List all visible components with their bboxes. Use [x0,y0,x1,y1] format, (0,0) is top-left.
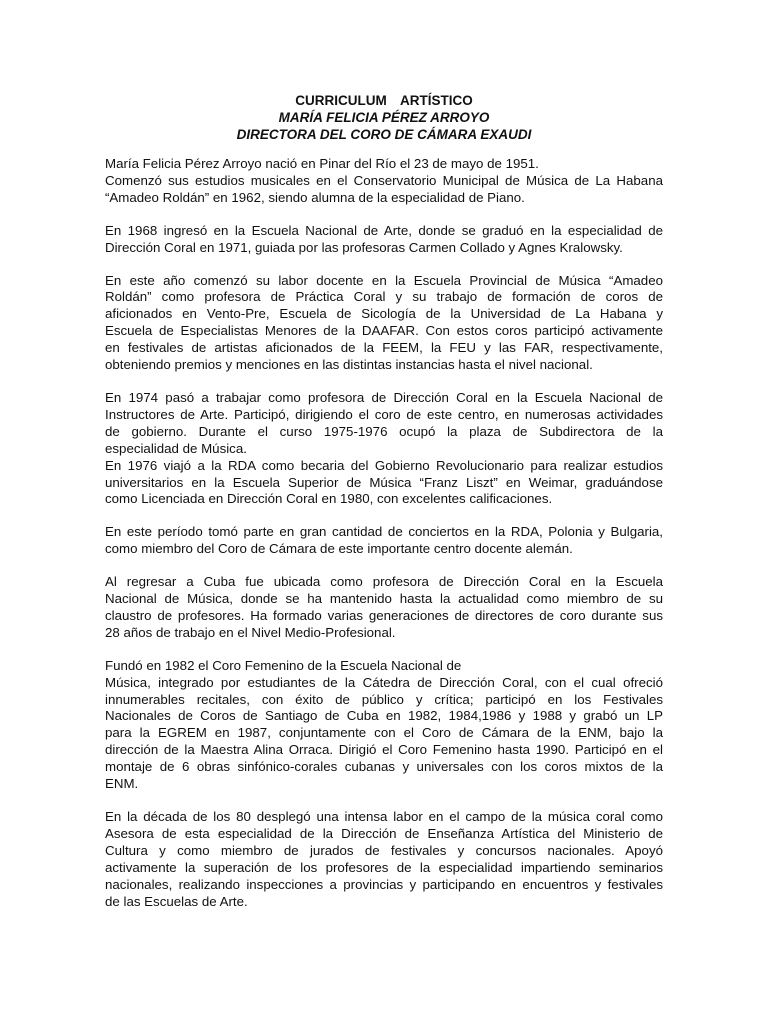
paragraph-line: de gobierno. Durante el curso 1975-1976 ocupó la plaza de Subdirectora de la [105,423,663,439]
paragraph-line: Instructores de Arte. Participó, dirigiendo el coro de este centro, en numerosas actividades [105,406,663,422]
paragraph-coro-femenino [105,658,663,793]
paragraph-line: ENM. [105,776,139,792]
person-name: MARÍA FELICIA PÉREZ ARROYO [278,110,490,125]
paragraph-line: como miembro del Coro de Cámara de este importante centro docente alemán. [105,541,573,557]
paragraph-birth [105,156,663,207]
paragraph-teaching [105,273,663,374]
paragraph-1980s [105,809,663,910]
paragraph-1974-1976 [105,390,663,508]
paragraph-line: 28 años de trabajo en el Nivel Medio-Profesional. [105,624,396,640]
paragraph-line: Roldán” como profesora de Práctica Coral y su trabajo de formación de coros de [105,289,663,305]
paragraph-line: Dirección Coral en 1971, guiada por las profesoras Carmen Collado y Agnes Kralowsky. [105,239,623,255]
paragraph-line: Cultura y como miembro de jurados de festivales y concursos nacionales. Apoyó [105,842,663,858]
paragraph-line: como Licenciada en Dirección Coral en 1980, con excelentes calificaciones. [105,491,553,507]
paragraph-line: María Felicia Pérez Arroyo nació en Pinar del Río el 23 de mayo de 1951. [105,156,539,171]
paragraph-line: Asesora de esta especialidad de la Dirección de Enseñanza Artística del Ministerio de [105,825,663,841]
paragraph-line: para la EGREM en 1987, conjuntamente con el Coro de Cámara de la ENM, bajo la [105,725,663,741]
paragraph-line: Nacionales de Coros de Santiago de Cuba en 1982, 1984,1986 y 1988 y grabó un LP [105,708,663,724]
paragraph-line: En 1976 viajó a la RDA como becaria del Gobierno Revolucionario para realizar estudios [105,457,663,473]
paragraph-line: en festivales de artistas aficionados de la FEEM, la FEU y las FAR, respectivamente, [105,340,663,356]
document-body [105,156,663,926]
paragraph-concerts [105,524,663,558]
paragraph-line: claustro de profesores. Ha formado varias generaciones de directores de coro durante sus [105,607,663,623]
paragraph-line: dirección de la Maestra Alina Orraca. Dirigió el Coro Femenino hasta 1990. Participó en el [105,742,663,758]
paragraph-line: Comenzó sus estudios musicales en el Conservatorio Municipal de Música de La Habana [105,172,663,188]
paragraph-line: En 1974 pasó a trabajar como profesora de Dirección Coral en la Escuela Nacional de [105,389,663,405]
paragraph-line: Nacional de Música, donde se ha mantenido hasta la actualidad como miembro de su [105,591,663,607]
paragraph-line: Escuela de Especialistas Menores de la DAAFAR. Con estos coros participó activamente [105,323,663,339]
paragraph-line: “Amadeo Roldán” en 1962, siendo alumna de la especialidad de Piano. [105,189,525,205]
paragraph-line: Música, integrado por estudiantes de la Cátedra de Dirección Coral, con el cual ofreció [105,674,663,690]
paragraph-line: activamente la superación de los profesores de la especialidad impartiendo seminarios [105,859,663,875]
paragraph-return-cuba [105,574,663,642]
paragraph-line: Fundó en 1982 el Coro Femenino de la Escuela Nacional de [105,657,462,673]
paragraph-line: especialidad de Música. [105,440,247,456]
paragraph-line: En la década de los 80 desplegó una intensa labor en el campo de la música coral como [105,809,663,824]
paragraph-line: montaje de 6 obras sinfónico-corales cubanas y universales con los coros mixtos de la [105,759,663,775]
paragraph-line: En 1968 ingresó en la Escuela Nacional de Arte, donde se graduó en la especialidad de [105,222,663,238]
paragraph-line: nacionales, realizando inspecciones a provincias y participando en encuentros y festivales [105,876,663,892]
paragraph-ena [105,223,663,257]
paragraph-line: universitarios en la Escuela Superior de Música “Franz Liszt” en Weimar, graduándose [105,474,663,490]
paragraph-line: innumerables recitales, con éxito de público y crítica; participó en los Festivales [105,691,663,707]
document-header [0,92,768,143]
paragraph-line: Al regresar a Cuba fue ubicada como profesora de Dirección Coral en la Escuela [105,574,663,590]
paragraph-line: En este año comenzó su labor docente en la Escuela Provincial de Música “Amadeo [105,272,663,288]
document-title: CURRICULUM ARTÍSTICO [295,93,473,108]
paragraph-line: obteniendo premios y menciones en las distintas instancias hasta el nivel nacional. [105,357,593,373]
paragraph-line: de las Escuelas de Arte. [105,893,248,909]
paragraph-line: aficionados en Vento-Pre, Escuela de Sicología de la Universidad de La Habana y [105,306,663,322]
person-role: DIRECTORA DEL CORO DE CÁMARA EXAUDI [236,127,532,142]
paragraph-line: En este período tomó parte en gran cantidad de conciertos en la RDA, Polonia y Bulgaria, [105,524,663,540]
